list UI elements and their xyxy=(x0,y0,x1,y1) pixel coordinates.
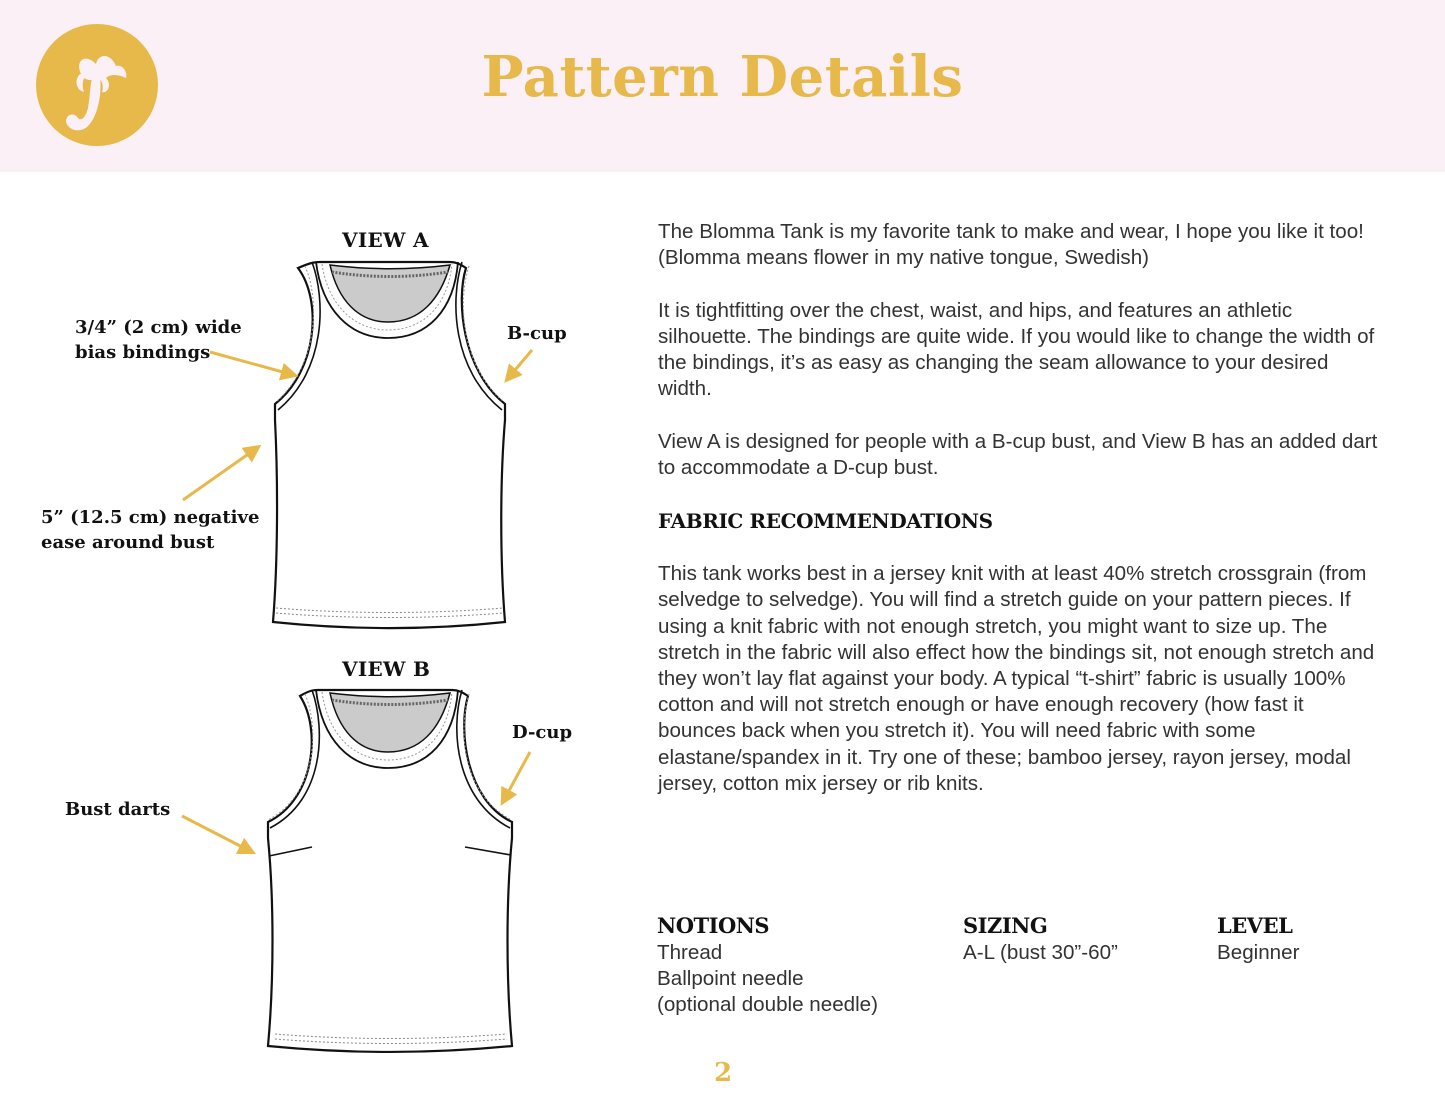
sizing-heading: SIZING xyxy=(963,913,1048,938)
views-paragraph: View A is designed for people with a B-cup bust, and View B has an added dart to accommodate a D-cup bust. xyxy=(658,429,1378,479)
fit-paragraph: It is tightfitting over the chest, waist, and hips, and features an athletic silhouette. The bindings are quite wide. If you would like to change the width of the bindings, it’s as easy as changing the seam allowance to your desired width. xyxy=(658,298,1375,401)
page-number: 2 xyxy=(713,1058,733,1088)
view-b-label: VIEW B xyxy=(342,657,431,681)
tank-view-b-drawing xyxy=(268,690,512,1052)
arrow-b-cup xyxy=(510,350,532,376)
level-item: Beginner xyxy=(1217,941,1300,964)
callout-bust-darts: Bust darts xyxy=(65,799,171,820)
callout-d-cup: D-cup xyxy=(512,722,573,743)
notion-item: Thread xyxy=(657,941,723,964)
tank-illustrations xyxy=(0,0,620,1117)
callout-negative-ease: 5” (12.5 cm) negative ease around bust xyxy=(41,507,260,553)
level-section xyxy=(1217,912,1299,966)
sizing-section xyxy=(963,912,1118,966)
callout-bias-bindings: 3/4” (2 cm) wide bias bindings xyxy=(75,317,242,363)
page-title: Pattern Details xyxy=(481,44,964,110)
arrow-bust-darts xyxy=(182,816,248,850)
description-column xyxy=(658,219,1378,823)
notions-heading: NOTIONS xyxy=(657,913,770,938)
callout-b-cup: B-cup xyxy=(507,323,567,344)
arrow-d-cup xyxy=(505,752,530,798)
tank-view-a-drawing xyxy=(273,262,505,628)
fabric-paragraph: This tank works best in a jersey knit with at least 40% stretch crossgrain (from selvedge to selvedge). You will find a stretch guide on your pattern pieces. If using a knit fabric with not enough stretch, you might want to size up. The stretch in the fabric will also effect how the bindings sit, not enough stretch and they won’t lay flat against your body. A typical “t-shirt” fabric is usually 100% cotton and will not stretch enough or have enough recovery (how fast it bounces back when you stretch it). You will need fabric with some elastane/spandex in it. Try one of these; bamboo jersey, rayon jersey, modal jersey, cotton mix jersey or rib knits. xyxy=(658,562,1375,795)
intro-paragraph: The Blomma Tank is my favorite tank to make and wear, I hope you like it too! (Blomma means flower in my native tongue, Swedish) xyxy=(658,220,1364,270)
notions-section xyxy=(657,912,878,1019)
fabric-recommendations-heading: FABRIC RECOMMENDATIONS xyxy=(658,509,993,534)
notion-item: (optional double needle) xyxy=(657,993,878,1017)
view-a-label: VIEW A xyxy=(342,228,429,252)
notion-item: Ballpoint needle xyxy=(657,967,804,991)
arrow-negative-ease xyxy=(183,450,254,500)
sizing-item: A-L (bust 30”-60” xyxy=(963,941,1118,964)
level-heading: LEVEL xyxy=(1217,913,1293,938)
